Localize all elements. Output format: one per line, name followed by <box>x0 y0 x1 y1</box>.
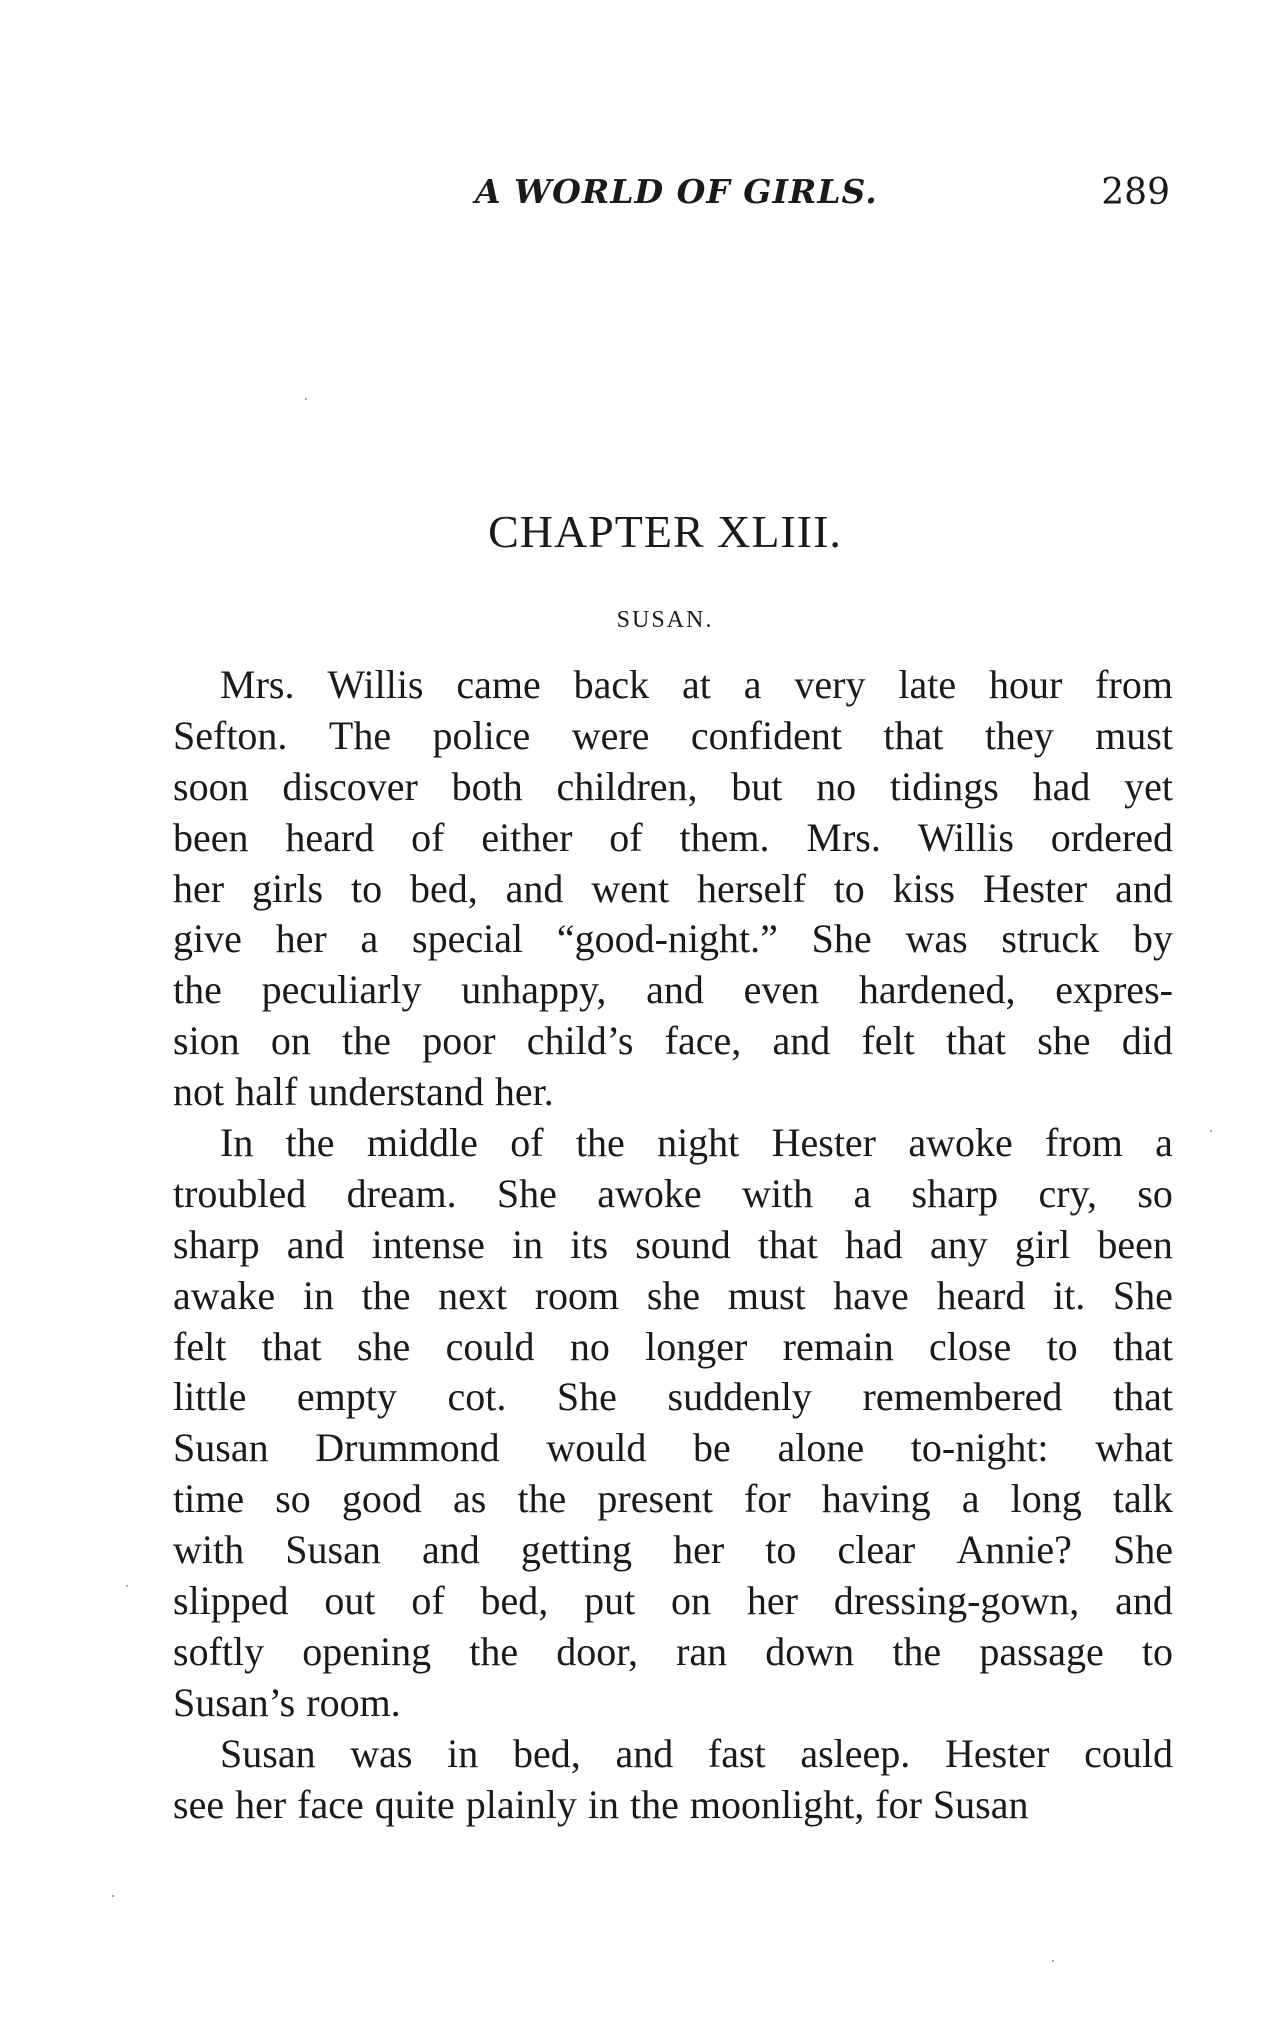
scan-speck <box>1210 1130 1212 1132</box>
word: a <box>853 1170 872 1216</box>
word: the <box>173 967 222 1013</box>
word: and <box>772 1018 831 1064</box>
word: quite <box>374 1781 455 1827</box>
word: plainly <box>465 1781 577 1827</box>
word: was <box>350 1730 413 1776</box>
running-head <box>175 172 1170 232</box>
word: longer <box>645 1323 748 1369</box>
word: Hester <box>982 865 1088 911</box>
word: She <box>496 1170 557 1216</box>
word: Annie? <box>956 1527 1072 1573</box>
word: the <box>469 1628 519 1674</box>
text-line <box>173 1678 1173 1729</box>
text-line <box>173 1576 1173 1627</box>
word: the <box>892 1628 942 1674</box>
word: very <box>794 662 866 707</box>
word: children, <box>556 763 698 809</box>
word: and <box>505 865 564 911</box>
word: awoke <box>597 1170 702 1216</box>
word: any <box>929 1221 988 1267</box>
word: of <box>609 814 643 860</box>
word: fast <box>707 1730 766 1776</box>
word: see <box>173 1781 225 1827</box>
word: night <box>657 1120 740 1166</box>
word: soon <box>173 763 249 809</box>
word: room. <box>306 1679 401 1725</box>
word: sharp <box>173 1221 260 1267</box>
word: it. <box>1052 1272 1086 1318</box>
word: of <box>411 1578 445 1624</box>
word: time <box>173 1476 245 1522</box>
word: girl <box>1014 1221 1071 1267</box>
text-line <box>173 1525 1173 1576</box>
word: in <box>302 1272 334 1318</box>
word: bed, <box>410 865 478 911</box>
word: remembered <box>862 1374 1063 1420</box>
word: face <box>297 1781 364 1827</box>
text-line <box>173 1220 1173 1271</box>
word: intense <box>371 1221 485 1267</box>
word: must <box>1095 712 1173 758</box>
word: put <box>584 1578 636 1624</box>
word: but <box>731 763 783 809</box>
word: Mrs. <box>806 814 881 860</box>
word: that <box>883 712 944 758</box>
word: the <box>629 1781 679 1827</box>
word: be <box>693 1425 731 1471</box>
word: so <box>275 1476 311 1522</box>
word: middle <box>366 1120 478 1166</box>
word: Susan <box>285 1527 381 1573</box>
word: to <box>350 865 383 911</box>
word: She <box>556 1374 617 1420</box>
word: to <box>1046 1323 1078 1369</box>
word: the <box>361 1272 411 1318</box>
word: to <box>1141 1628 1173 1674</box>
word: alone <box>777 1425 865 1471</box>
text-line <box>173 965 1173 1016</box>
text-line <box>173 864 1173 915</box>
word: The <box>328 712 392 758</box>
word: moonlight, <box>689 1781 865 1827</box>
word: to <box>765 1527 797 1573</box>
word: felt <box>173 1323 227 1369</box>
word: dream. <box>346 1170 457 1216</box>
word: and <box>286 1221 345 1267</box>
word: came <box>456 662 541 707</box>
text-line <box>173 1423 1173 1474</box>
scan-speck <box>112 1895 114 1897</box>
word: would <box>546 1425 647 1471</box>
word: and <box>421 1527 480 1573</box>
word: and <box>1115 1578 1173 1624</box>
word: dressing-gown, <box>833 1578 1080 1624</box>
word: “good-night.” <box>556 916 778 962</box>
word: the <box>285 1120 335 1166</box>
word: had <box>1032 763 1091 809</box>
word: must <box>727 1272 806 1318</box>
scan-speck <box>305 398 307 400</box>
word: little <box>173 1374 247 1420</box>
word: give <box>173 916 242 962</box>
word: softly <box>173 1628 265 1674</box>
word: good <box>341 1476 422 1522</box>
word: her <box>173 865 225 911</box>
word: yet <box>1124 763 1173 809</box>
word: in <box>512 1221 544 1267</box>
chapter-title: CHAPTER XLIII. <box>488 506 842 557</box>
word: present <box>597 1476 713 1522</box>
word: She <box>1112 1272 1173 1318</box>
text-line <box>173 1322 1173 1373</box>
text-line <box>173 711 1173 762</box>
word: by <box>1132 916 1173 962</box>
word: expres- <box>1055 967 1173 1013</box>
word: went <box>591 865 670 911</box>
word: a <box>1155 1120 1173 1166</box>
word: and <box>646 967 704 1013</box>
word: the <box>342 1018 391 1064</box>
word: long <box>1010 1476 1082 1522</box>
word: that <box>261 1323 322 1369</box>
word: Susan <box>173 1425 269 1471</box>
word: remain <box>782 1323 894 1369</box>
word: passage <box>979 1628 1104 1674</box>
word: Susan <box>220 1730 316 1776</box>
word: unhappy, <box>461 967 607 1013</box>
word: even <box>743 967 820 1013</box>
word: awake <box>173 1272 276 1318</box>
word: asleep. <box>800 1730 911 1776</box>
word: no <box>569 1323 610 1369</box>
text-line <box>173 1118 1173 1169</box>
word: she <box>646 1272 701 1318</box>
text-line <box>173 1067 1173 1118</box>
word: what <box>1095 1425 1173 1471</box>
word: she <box>1037 1018 1091 1064</box>
word: of <box>411 814 445 860</box>
word: down <box>765 1628 855 1674</box>
word: sharp <box>911 1170 999 1216</box>
text-line <box>173 762 1173 813</box>
word: Susan <box>932 1781 1029 1827</box>
word: her <box>275 916 327 962</box>
text-line <box>173 1016 1173 1067</box>
word: police <box>432 712 531 758</box>
word: back <box>573 662 650 707</box>
word: her. <box>494 1069 554 1115</box>
word: peculiarly <box>261 967 422 1013</box>
word: as <box>453 1476 487 1522</box>
body-text <box>173 660 1173 1830</box>
word: understand <box>308 1069 484 1115</box>
word: Hester <box>944 1730 1050 1776</box>
word: bed, <box>512 1730 581 1776</box>
word: bed, <box>480 1578 549 1624</box>
word: that <box>757 1221 818 1267</box>
word: Hester <box>771 1120 877 1166</box>
word: sion <box>173 1018 240 1064</box>
word: and <box>1115 865 1173 911</box>
word: talk <box>1112 1476 1173 1522</box>
word: been <box>1097 1221 1173 1267</box>
word: a <box>360 916 379 962</box>
word: no <box>816 763 857 809</box>
word: they <box>984 712 1054 758</box>
word: with <box>173 1527 245 1573</box>
word: hour <box>988 662 1063 707</box>
word: that <box>1112 1374 1173 1420</box>
word: cry, <box>1038 1170 1097 1216</box>
word: ran <box>676 1628 728 1674</box>
word: felt <box>861 1018 915 1064</box>
text-line <box>173 1729 1173 1780</box>
word: both <box>451 763 523 809</box>
word: her <box>673 1527 725 1573</box>
text-line <box>173 660 1173 711</box>
word: for <box>875 1781 922 1827</box>
word: she <box>356 1323 411 1369</box>
word: Mrs. <box>220 662 295 707</box>
word: her <box>746 1578 798 1624</box>
word: opening <box>302 1628 432 1674</box>
text-line <box>173 1627 1173 1678</box>
word: either <box>481 814 573 860</box>
word: special <box>412 916 524 962</box>
word: next <box>438 1272 508 1318</box>
word: late <box>898 662 957 707</box>
word: Willis <box>917 814 1014 860</box>
text-line <box>173 813 1173 864</box>
text-line <box>173 1271 1173 1322</box>
text-line <box>173 1780 1173 1831</box>
word: not <box>173 1069 225 1115</box>
word: to <box>833 865 865 911</box>
chapter-subtitle: SUSAN. <box>616 607 714 633</box>
word: girls <box>251 865 324 911</box>
word: on <box>671 1578 712 1624</box>
word: door, <box>556 1628 638 1674</box>
word: herself <box>696 865 806 911</box>
word: could <box>445 1323 535 1369</box>
word: kiss <box>892 865 955 911</box>
word: She <box>811 916 872 962</box>
word: had <box>844 1221 903 1267</box>
word: getting <box>520 1527 632 1573</box>
word: so <box>1137 1170 1173 1216</box>
scan-speck <box>1052 1960 1054 1962</box>
word: were <box>571 712 650 758</box>
word: out <box>324 1578 376 1624</box>
word: a <box>743 662 762 707</box>
word: heard <box>936 1272 1026 1318</box>
word: clear <box>837 1527 916 1573</box>
word: She <box>1112 1527 1173 1573</box>
word: confident <box>690 712 842 758</box>
word: at <box>682 662 711 707</box>
scan-speck <box>126 1585 128 1587</box>
word: tidings <box>889 763 999 809</box>
word: face, <box>664 1018 742 1064</box>
word: could <box>1084 1730 1173 1776</box>
word: poor <box>422 1018 496 1064</box>
word: room <box>534 1272 620 1318</box>
word: that <box>945 1018 1006 1064</box>
word: ordered <box>1050 814 1173 860</box>
word: Drummond <box>315 1425 500 1471</box>
word: was <box>905 916 968 962</box>
word: awoke <box>908 1120 1013 1166</box>
word: from <box>1095 662 1173 707</box>
word: of <box>510 1120 544 1166</box>
word: sound <box>635 1221 731 1267</box>
running-title: A WORLD OF GIRLS. <box>475 172 878 211</box>
word: on <box>270 1018 311 1064</box>
word: hardened, <box>858 967 1016 1013</box>
word: her <box>235 1781 287 1827</box>
word: have <box>833 1272 909 1318</box>
word: from <box>1045 1120 1123 1166</box>
word: close <box>929 1323 1012 1369</box>
word: with <box>741 1170 814 1216</box>
word: in <box>447 1730 479 1776</box>
word: in <box>587 1781 619 1827</box>
word: struck <box>1001 916 1100 962</box>
word: suddenly <box>667 1374 812 1420</box>
text-line <box>173 1169 1173 1220</box>
text-line <box>173 914 1173 965</box>
word: a <box>961 1476 980 1522</box>
word: to-night: <box>910 1425 1049 1471</box>
word: them. <box>679 814 770 860</box>
word: that <box>1113 1323 1173 1369</box>
word: Sefton. <box>173 712 288 758</box>
word: the <box>575 1120 625 1166</box>
word: heard <box>285 814 375 860</box>
word: troubled <box>173 1170 307 1216</box>
text-line <box>173 1372 1173 1423</box>
word: been <box>173 814 249 860</box>
word: Willis <box>327 662 424 707</box>
word: child’s <box>526 1018 634 1064</box>
word: empty <box>296 1374 397 1420</box>
word: and <box>615 1730 674 1776</box>
word: Susan’s <box>173 1679 296 1725</box>
word: having <box>821 1476 931 1522</box>
page-number: 289 <box>1101 172 1170 213</box>
word: its <box>570 1221 609 1267</box>
word: for <box>744 1476 791 1522</box>
word: In <box>220 1120 254 1166</box>
word: the <box>517 1476 567 1522</box>
word: cot. <box>447 1374 507 1420</box>
word: slipped <box>173 1578 289 1624</box>
text-line <box>173 1474 1173 1525</box>
word: did <box>1121 1018 1173 1064</box>
word: discover <box>282 763 418 809</box>
word: half <box>235 1069 298 1115</box>
